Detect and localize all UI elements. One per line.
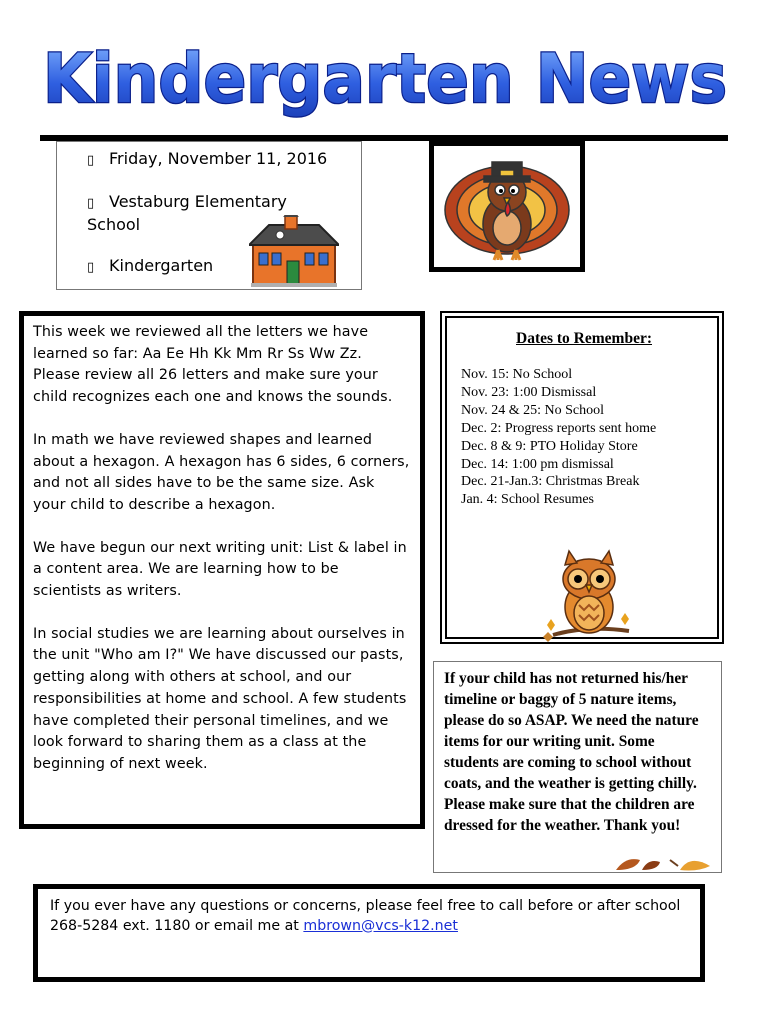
school-icon xyxy=(249,215,339,289)
bullet-icon: ▯ xyxy=(87,153,95,168)
date-item: Jan. 4: School Resumes xyxy=(461,492,594,508)
date-item: Dec. 14: 1:00 pm dismissal xyxy=(461,456,614,472)
reminder-notice-text: If your child has not returned his/her timeline or baggy of 5 nature items, please do so ASAP. We need the nature items for our writing unit. Some students are coming to school without coats, and the weather is getting chilly. Please make sure that the children are dressed for the weather. Thank you! xyxy=(444,670,699,834)
dates-title: Dates to Remember: xyxy=(516,330,652,347)
letters-paragraph: This week we reviewed all the letters we have learned so far: Aa Ee Hh Kk Mm Rr Ss Ww Zz. Please review all 26 letters and make sure your child recognizes each one and knows the sounds. xyxy=(33,324,393,406)
math-paragraph: In math we have reviewed shapes and learned about a hexagon. A hexagon has 6 sides, 6 corners, and not all sides have to be the same size. Ask your child to describe a hexagon. xyxy=(33,431,410,513)
dates-box xyxy=(440,311,724,644)
date-item: Dec. 21-Jan.3: Christmas Break xyxy=(461,474,640,490)
turkey-picture-frame xyxy=(429,141,585,272)
newsletter-date: Friday, November 11, 2016 xyxy=(109,149,328,168)
date-item: Dec. 8 & 9: PTO Holiday Store xyxy=(461,438,638,454)
email-link[interactable]: mbrown@vcs-k12.net xyxy=(303,917,458,934)
school-name: Vestaburg Elementary xyxy=(109,192,287,211)
date-item: Dec. 2: Progress reports sent home xyxy=(461,420,657,436)
contact-footer-box xyxy=(33,884,705,982)
date-item: Nov. 24 & 25: No School xyxy=(461,402,604,418)
bullet-icon: ▯ xyxy=(87,260,95,275)
owl-icon xyxy=(539,549,635,645)
date-item: Nov. 23: 1:00 Dismissal xyxy=(461,384,597,400)
writing-paragraph: We have begun our next writing unit: List & label in a content area. We are learning how to be scientists as writers. xyxy=(33,539,407,600)
date-line xyxy=(87,147,327,172)
school-line-2 xyxy=(87,213,140,236)
turkey-icon xyxy=(440,148,574,266)
date-item: Nov. 15: No School xyxy=(461,367,573,382)
school-line xyxy=(87,190,287,215)
social-studies-paragraph: In social studies we are learning about ourselves in the unit "Who am I?" We have discussed our pasts, getting along with others at school, and our responsibilities at home and school. A few students have completed their personal timelines, and we look forward to sharing them as a class at the beginning of next week. xyxy=(33,625,407,772)
class-name: Kindergarten xyxy=(109,256,214,275)
leaves-icon xyxy=(612,850,712,872)
bullet-icon: ▯ xyxy=(87,196,95,211)
header-info-box xyxy=(56,141,362,290)
reminder-notice-box xyxy=(433,661,722,873)
newsletter-title xyxy=(40,28,730,128)
school-name-cont: School xyxy=(87,215,141,234)
class-line xyxy=(87,254,213,279)
title-text: Kindergarten News xyxy=(43,40,727,119)
weekly-update-box xyxy=(19,311,425,829)
contact-text: If you ever have any questions or concerns, please feel free to call before or after school 268-5284 ext. 1180 or email me at xyxy=(50,898,681,934)
